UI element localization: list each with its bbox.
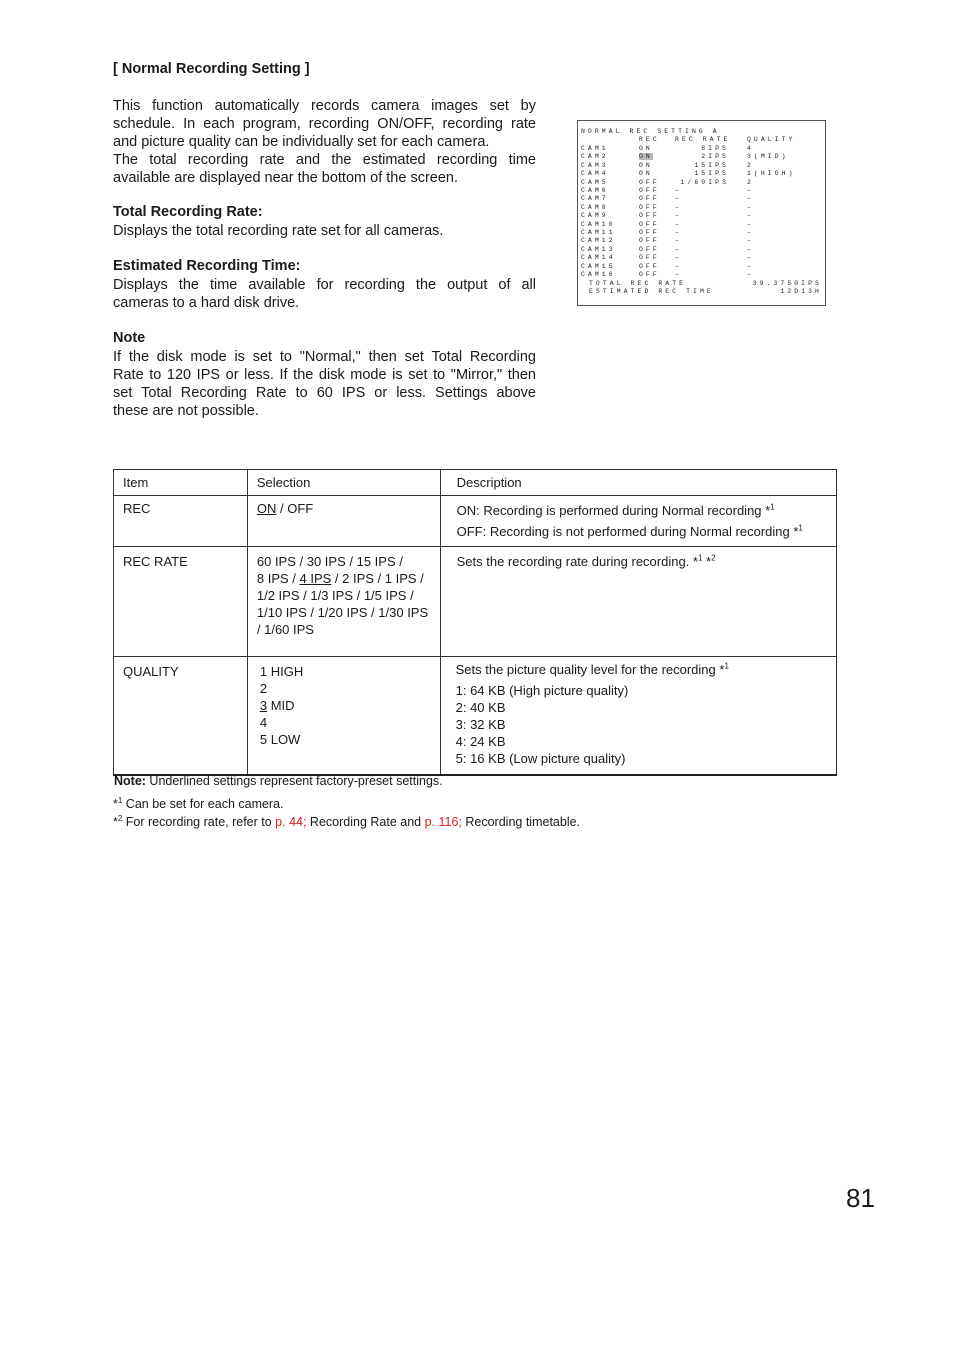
screen-cam-label: CAM4 (581, 170, 609, 178)
table-row-quality (114, 657, 837, 775)
screen-rate-value: – (675, 271, 682, 278)
section-title: [ Normal Recording Setting ] (113, 61, 310, 77)
screen-est-label: ESTIMATED REC TIME (589, 288, 714, 295)
footnote-ref: 1 (770, 502, 775, 512)
quality-default-option: 3 (259, 698, 268, 713)
screen-quality-value: 3(MID) (747, 153, 789, 161)
note-line: set Total Recording Rate to 60 IPS or less. Settings above (113, 385, 536, 401)
rec-default-option: ON (256, 501, 277, 516)
est-time-line: Displays the time available for recording the output of all (113, 277, 536, 293)
table-row-rec-rate (114, 547, 837, 657)
est-time-heading: Estimated Recording Time: (113, 258, 301, 274)
quality-description (440, 657, 836, 775)
screen-quality-value: – (747, 254, 754, 262)
screen-rec-value: OFF (639, 178, 660, 186)
footnote-ref: 2 (711, 553, 716, 563)
screen-total-value: 39.3750IPS (752, 280, 822, 287)
screen-rate-value: – (675, 195, 682, 203)
footnote-2 (113, 815, 580, 829)
screen-col-rate: REC RATE (675, 136, 731, 143)
rec-description (440, 496, 836, 547)
intro-line: and picture quality can be individually set for each camera. (113, 134, 490, 150)
intro-line: This function automatically records camera images set by (113, 98, 536, 114)
screen-cam-label: CAM8 (581, 203, 609, 211)
rate-desc-text: Sets the recording rate during recording. * (456, 554, 698, 569)
rate-option: / 2 IPS / 1 IPS / (331, 571, 424, 586)
quality-level: 5: 16 KB (Low picture quality) (455, 751, 626, 766)
rate-selection (247, 547, 440, 657)
screen-cam-label: CAM10 (581, 220, 616, 228)
footnote-number: 2 (117, 813, 123, 823)
rate-option: 8 IPS / (256, 571, 300, 586)
page-number: 81 (846, 1183, 875, 1213)
screen-rate-value: 2IPS (701, 153, 729, 161)
intro-line: available are displayed near the bottom of the screen. (113, 170, 458, 186)
screen-cam-label: CAM12 (581, 237, 616, 245)
table-note-text: Underlined settings represent factory-preset settings. (145, 774, 443, 788)
screen-rec-value: OFF (639, 220, 660, 228)
quality-item: QUALITY (114, 657, 248, 775)
screen-cam-label: CAM15 (581, 262, 616, 270)
screen-quality-value: – (747, 245, 754, 253)
footnote-1 (113, 797, 284, 811)
quality-level: 4: 24 KB (455, 734, 506, 749)
total-rate-heading: Total Recording Rate: (113, 204, 263, 220)
screen-rate-value: – (675, 212, 682, 220)
rate-sel-line: 1/2 IPS / 1/3 IPS / 1/5 IPS / (256, 588, 414, 603)
screen-quality-value: – (747, 220, 754, 228)
screen-quality-value: – (747, 187, 754, 194)
quality-option: 4 (259, 715, 268, 730)
intro-line: The total recording rate and the estimated recording time (113, 152, 536, 168)
screen-quality-value: – (747, 271, 754, 278)
page-44-link[interactable]: p. 44; (275, 815, 307, 829)
screen-rec-value: ON (639, 161, 653, 169)
screen-cam-label: CAM3 (581, 161, 609, 169)
screen-total-label: TOTAL REC RATE (589, 280, 687, 287)
screen-quality-value: – (747, 195, 754, 203)
rate-sel-line: 60 IPS / 30 IPS / 15 IPS / (256, 554, 403, 569)
screen-rate-value: – (675, 220, 682, 228)
screen-title: NORMAL REC SETTING A (581, 128, 720, 135)
footnote-ref: 1 (724, 661, 729, 671)
screen-rec-value: OFF (639, 212, 660, 220)
est-time-paragraph (113, 276, 536, 312)
screen-rate-value: – (675, 229, 682, 236)
screen-col-quality: QUALITY (747, 136, 796, 143)
screen-cam-label: CAM14 (581, 254, 616, 262)
header-item: Item (114, 470, 248, 496)
screen-rec-value: ON (639, 145, 653, 152)
quality-selection (247, 657, 440, 775)
intro-paragraph (113, 97, 536, 187)
screen-rec-value: OFF (639, 245, 660, 253)
intro-line: schedule. In each program, recording ON/OFF, recording rate (113, 116, 536, 132)
rate-default-option: 4 IPS (299, 571, 332, 586)
screen-quality-value: 2 (747, 178, 754, 186)
screen-rec-value: ON (639, 170, 653, 178)
footnote-text: Can be set for each camera. (122, 797, 284, 811)
header-description: Description (440, 470, 836, 496)
screen-rate-value: 8IPS (701, 145, 729, 152)
note-heading: Note (113, 330, 146, 346)
quality-level: 2: 40 KB (455, 700, 506, 715)
quality-desc-intro (456, 661, 827, 678)
est-time-line: cameras to a hard disk drive. (113, 295, 300, 311)
screen-rec-value: OFF (639, 195, 660, 203)
footnote-ref: 1 (697, 553, 703, 563)
screen-quality-value: – (747, 203, 754, 211)
note-paragraph (113, 348, 536, 420)
screen-cam-label: CAM11 (581, 229, 616, 236)
quality-option: 5 LOW (259, 732, 301, 747)
settings-table (113, 469, 837, 776)
note-line: Rate to 120 IPS or less. If the disk mode is set to "Mirror," then (113, 367, 536, 383)
footnote-ref: 1 (798, 523, 803, 533)
screen-cam-label: CAM16 (581, 271, 616, 278)
footnote-text: For recording rate, refer to (122, 815, 276, 829)
rec-desc-off (457, 521, 827, 542)
rec-desc-on-text: ON: Recording is performed during Normal recording * (456, 503, 771, 518)
rec-item: REC (114, 496, 248, 547)
quality-option: 2 (259, 681, 268, 696)
quality-desc-text: Sets the picture quality level for the recording * (455, 662, 725, 677)
footnote-text: Recording Rate and (306, 815, 425, 829)
rate-sel-line: / 1/60 IPS (256, 622, 314, 637)
settings-screen-illustration (577, 120, 826, 306)
rate-sel-line (257, 570, 431, 587)
screen-rate-value: – (675, 203, 682, 211)
quality-level: 1: 64 KB (High picture quality) (455, 683, 629, 698)
rec-selection (247, 496, 440, 547)
screen-cam-label: CAM7 (581, 195, 609, 203)
screen-rec-value: OFF (639, 271, 660, 278)
screen-rec-value: OFF (639, 237, 660, 245)
footnote-text: Recording timetable. (461, 815, 581, 829)
rate-sel-line: 1/10 IPS / 1/20 IPS / 1/30 IPS (256, 605, 429, 620)
table-row-rec (114, 496, 837, 547)
screen-quality-value: 4 (747, 145, 754, 152)
rec-desc-off-text: OFF: Recording is not performed during Normal recording * (456, 524, 799, 539)
screen-rate-value: 1/60IPS (680, 178, 729, 186)
screen-cam-label: CAM2 (581, 153, 609, 161)
screen-cam-label: CAM6 (581, 187, 609, 194)
page-116-link[interactable]: p. 116; (424, 815, 462, 829)
screen-rate-value: – (675, 187, 682, 194)
screen-rate-value: 15IPS (694, 170, 729, 178)
table-note (114, 774, 443, 788)
table-header-row (114, 470, 837, 496)
rec-other-option: / OFF (276, 501, 314, 516)
screen-cam-label: CAM5 (581, 178, 609, 186)
screen-rate-value: – (675, 262, 682, 270)
footnote-mark: * (113, 797, 118, 811)
screen-rec-value: OFF (639, 187, 660, 194)
screen-rec-value: ON (639, 153, 653, 161)
screen-rec-value: OFF (639, 229, 660, 236)
screen-quality-value: – (747, 212, 754, 220)
total-rate-text: Displays the total recording rate set for all cameras. (113, 223, 444, 239)
screen-rec-value: OFF (639, 254, 660, 262)
screen-col-rec: REC (639, 136, 660, 143)
table-note-label: Note: (114, 774, 146, 788)
screen-cam-label: CAM1 (581, 145, 609, 152)
quality-level: 3: 32 KB (455, 717, 506, 732)
screen-quality-value: 2 (747, 161, 754, 169)
screen-rate-value: – (675, 245, 682, 253)
screen-rate-value: – (675, 237, 682, 245)
note-line: If the disk mode is set to "Normal," then set Total Recording (113, 349, 536, 365)
quality-option: 1 HIGH (259, 664, 304, 679)
footnote-number: 1 (117, 795, 123, 805)
screen-quality-value: 1(HIGH) (747, 170, 796, 178)
screen-quality-value: – (747, 262, 754, 270)
screen-cam-label: CAM9 (581, 212, 609, 220)
footnote-mark: * (113, 815, 118, 829)
screen-est-value: 12D13H (780, 288, 822, 295)
screen-rec-value: OFF (639, 262, 660, 270)
rate-desc-mid: * (702, 554, 712, 569)
quality-option (260, 697, 431, 714)
rate-item: REC RATE (114, 547, 248, 657)
screen-quality-value: – (747, 237, 754, 245)
screen-quality-value: – (747, 229, 754, 236)
screen-rate-value: 15IPS (694, 161, 729, 169)
header-selection: Selection (247, 470, 440, 496)
quality-option-label: MID (267, 698, 295, 713)
screen-rec-value: OFF (639, 203, 660, 211)
rec-desc-on (457, 500, 827, 521)
screen-cam-label: CAM13 (581, 245, 616, 253)
screen-rate-value: – (675, 254, 682, 262)
note-line: these are not possible. (113, 403, 259, 419)
rate-description (440, 547, 836, 657)
screen-est-row (589, 288, 822, 297)
